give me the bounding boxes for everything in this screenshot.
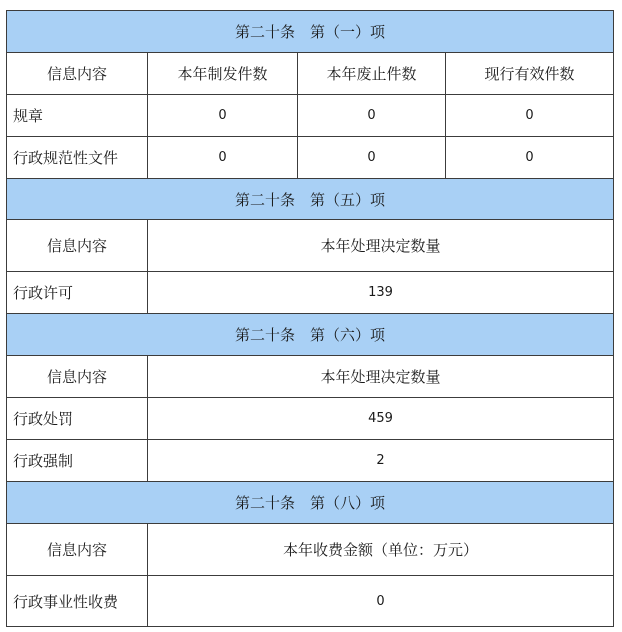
table-row	[7, 440, 614, 482]
section-header-row	[7, 179, 614, 220]
column-header: 现行有效件数	[446, 53, 614, 95]
section-title: 第二十条 第（六）项	[7, 314, 614, 356]
table-row	[7, 576, 614, 627]
column-header-row	[7, 356, 614, 398]
cell-value: 0	[298, 95, 446, 137]
column-header: 本年制发件数	[148, 53, 298, 95]
column-header: 信息内容	[7, 220, 148, 272]
section-title: 第二十条 第（五）项	[7, 179, 614, 220]
cell-value: 0	[148, 137, 298, 179]
cell-value: 0	[148, 576, 614, 627]
section-title: 第二十条 第（一）项	[7, 11, 614, 53]
section-header-row	[7, 314, 614, 356]
column-header-row	[7, 220, 614, 272]
cell-value: 0	[446, 95, 614, 137]
column-header: 本年处理决定数量	[148, 356, 614, 398]
table-row	[7, 272, 614, 314]
column-header: 本年收费金额（单位：万元）	[148, 524, 614, 576]
column-header-row	[7, 53, 614, 95]
row-label: 行政强制	[7, 440, 148, 482]
info-disclosure-table	[6, 10, 614, 627]
cell-value: 0	[148, 95, 298, 137]
table-row	[7, 95, 614, 137]
section-header-row	[7, 11, 614, 53]
column-header: 本年处理决定数量	[148, 220, 614, 272]
cell-value: 0	[446, 137, 614, 179]
row-label: 规章	[7, 95, 148, 137]
table-row	[7, 398, 614, 440]
section-title: 第二十条 第（八）项	[7, 482, 614, 524]
table-row	[7, 137, 614, 179]
cell-value: 459	[148, 398, 614, 440]
column-header: 信息内容	[7, 53, 148, 95]
cell-value: 0	[298, 137, 446, 179]
column-header: 本年废止件数	[298, 53, 446, 95]
row-label: 行政规范性文件	[7, 137, 148, 179]
row-label: 行政处罚	[7, 398, 148, 440]
cell-value: 2	[148, 440, 614, 482]
row-label: 行政许可	[7, 272, 148, 314]
column-header-row	[7, 524, 614, 576]
column-header: 信息内容	[7, 524, 148, 576]
cell-value: 139	[148, 272, 614, 314]
row-label: 行政事业性收费	[7, 576, 148, 627]
section-header-row	[7, 482, 614, 524]
column-header: 信息内容	[7, 356, 148, 398]
